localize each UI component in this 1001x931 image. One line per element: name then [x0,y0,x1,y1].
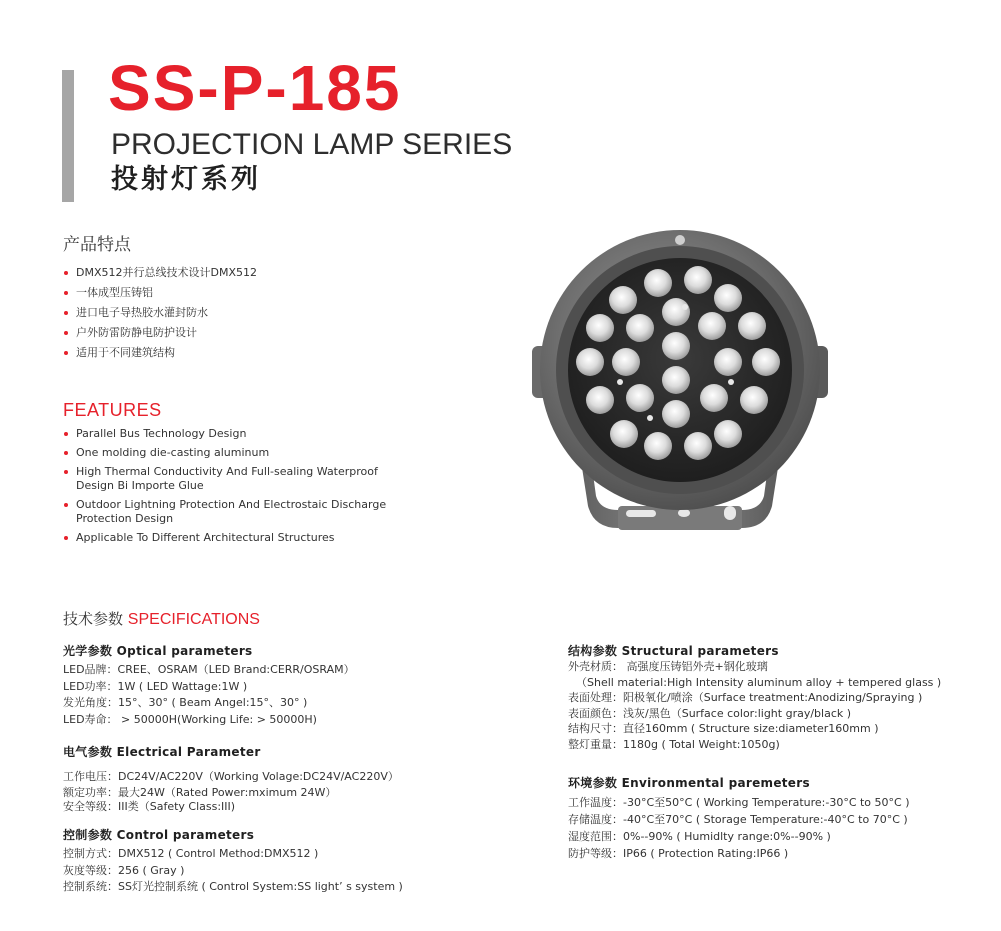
list-item: 一体成型压铸铝 [63,286,257,300]
spec-line: 表面颜色：浅灰/黑色（Surface color:light gray/black ) [568,706,852,720]
specifications-title [63,612,260,628]
structural-title: 结构参数 Structural parameters [568,644,779,658]
spec-line: 整灯重量：1180g ( Total Weight:1050g) [568,737,780,751]
environmental-parameters [568,775,910,862]
spec-line: 防护等级：IP66 ( Protection Rating:IP66 ) [568,847,789,860]
list-item: One molding die-casting aluminum [63,446,408,460]
features-cn-title: 产品特点 [63,235,131,255]
optical-parameters [63,643,355,728]
series-title-en: PROJECTION LAMP SERIES [111,128,513,161]
spec-line: 灰度等级：256 ( Gray ) [63,863,185,877]
features-en-title: FEATURES [63,400,162,420]
control-title: 控制参数 Control parameters [63,828,255,842]
series-title-cn: 投射灯系列 [111,164,261,195]
accent-bar [62,70,74,202]
structural-parameters [568,643,941,752]
spec-line: 湿度范围：0%--90% ( Humidlty range:0%--90% ) [568,830,831,843]
optical-title: 光学参数 Optical parameters [63,644,253,658]
spec-line: LED功率：1W ( LED Wattage:1W ) [63,679,248,693]
spec-line: 表面处理：阳极氧化/喷涂（Surface treatment:Anodizing/Spraying ) [568,691,923,704]
list-item: Outdoor Lightning Protection And Electrostaic Discharge Protection Design [63,498,408,526]
spec-line: 工作温度：-30°C至50°C ( Working Temperature:-30°C to 50°C ) [568,796,910,809]
list-item: Parallel Bus Technology Design [63,427,408,441]
spec-line: LED寿命： > 50000H(Working Life: > 50000H) [63,712,317,726]
model-title: SS-P-185 [108,52,402,124]
spec-line: （Shell material:High Intensity aluminum alloy + tempered glass ) [576,675,942,689]
spec-line: 存储温度：-40°C至70°C ( Storage Temperature:-40°C to 70°C ) [568,813,908,826]
spec-line: 安全等级：III类（Safety Class:III) [63,799,236,813]
spec-line: 结构尺寸：直径160mm ( Structure size:diameter160mm ) [568,722,879,735]
spec-line: 控制方式：DMX512 ( Control Method:DMX512 ) [63,847,319,860]
spec-line: 控制系统：SS灯光控制系统 ( Control System:SS light’ s system ) [63,880,403,893]
spec-line: 外壳材质： 高强度压铸铝外壳+钢化玻璃 [568,660,768,673]
spec-line: 额定功率：最大24W（Rated Power:mximum 24W） [63,785,337,799]
electrical-parameters [63,744,399,814]
features-cn-list [63,266,257,360]
features-en-list [63,427,408,545]
list-item: Applicable To Different Architectural Structures [63,531,408,545]
list-item: High Thermal Conductivity And Full-sealing Waterproof Design Bi Importe Glue [63,465,408,493]
list-item: 进口电子导热胶水灌封防水 [63,306,257,320]
spec-line: 工作电压：DC24V/AC220V（Working Volage:DC24V/AC220V） [63,770,399,783]
electrical-title: 电气参数 Electrical Parameter [63,745,261,759]
list-item: 户外防雷防静电防护设计 [63,326,257,340]
list-item: 适用于不同建筑结构 [63,346,257,360]
projection-lamp-image [528,228,832,538]
spec-line: LED品牌：CREE、OSRAM（LED Brand:CERR/OSRAM） [63,663,355,676]
specifications-title-cn: 技术参数 [63,610,124,628]
list-item: DMX512并行总线技术设计DMX512 [63,266,257,280]
environmental-title: 环境参数 Environmental paremeters [568,776,810,790]
control-parameters [63,827,403,896]
specifications-title-en: SPECIFICATIONS [127,611,260,628]
spec-line: 发光角度：15°、30° ( Beam Angel:15°、30° ) [63,696,308,709]
